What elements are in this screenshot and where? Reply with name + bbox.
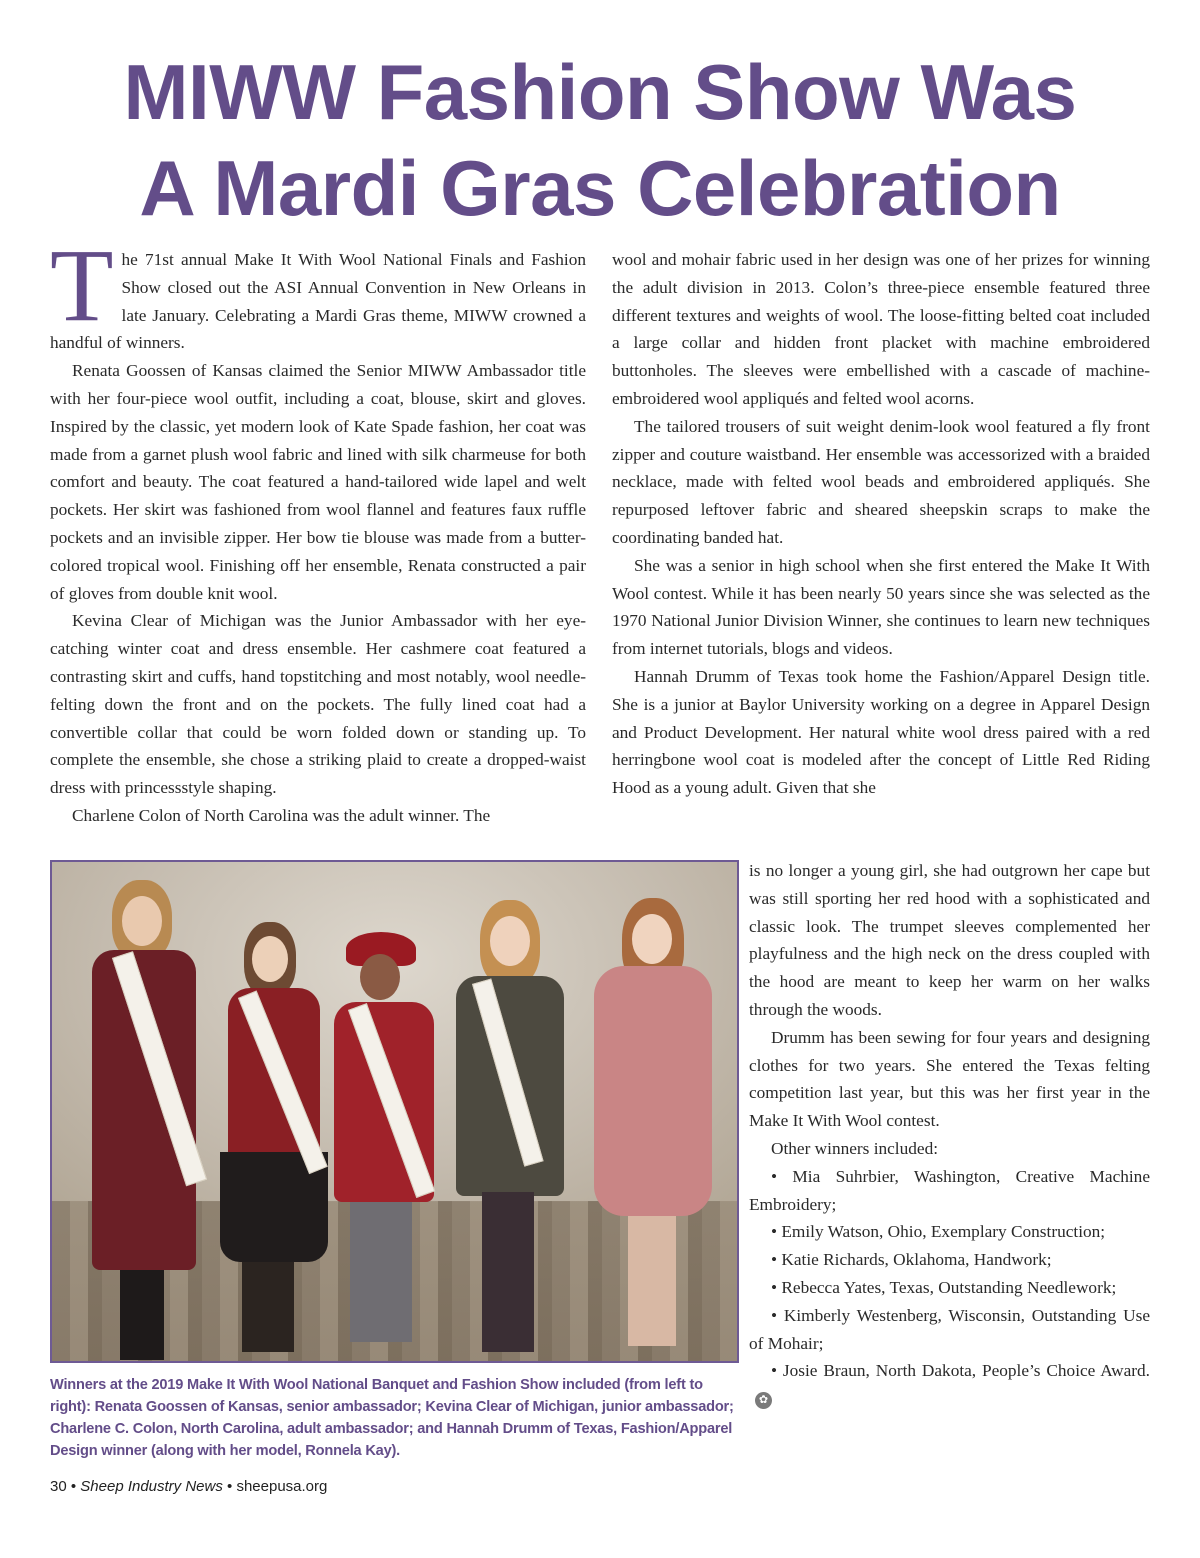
- person-hannah-drumm: [442, 892, 572, 1352]
- list-item: • Mia Suhrbier, Washington, Creative Machine Embroidery;: [749, 1166, 1150, 1214]
- article-column-1: [50, 228, 586, 830]
- article-paragraph-1: [50, 228, 586, 357]
- article-paragraph-3: Kevina Clear of Michigan was the Junior Ambassador with her eye-catching winter coat and dress ensemble. Her cashmere coat featured a contrasting skirt and cuffs, hand topstitching and most notably, wool needle-felting down the front and on the pockets. The fully lined coat had a convertible collar that could be worn folded down or standing up. To complete the ensemble, she chose a striking plaid to create a dropped-waist dress with princessstyle shaping.: [50, 611, 586, 798]
- end-of-article-icon: ✿: [755, 1392, 772, 1409]
- page-number: 30: [50, 1478, 67, 1495]
- list-item: • Kimberly Westenberg, Wisconsin, Outstanding Use of Mohair;: [749, 1305, 1150, 1353]
- article-paragraph-2: Renata Goossen of Kansas claimed the Senior MIWW Ambassador title with her four-piece wool outfit, including a coat, blouse, skirt and gloves. Inspired by the classic, yet modern look of Kate Spade fashion, her coat was made from a garnet plush wool fabric and lined with silk charmeuse for both comfort and beauty. The coat featured a hand-tailored wide lapel and welt pockets. Her skirt was fashioned from wool flannel and features faux ruffle pockets and an invisible zipper. Her bow tie blouse was made from a butter-colored tropical wool. Finishing off her ensemble, Renata constructed a pair of gloves from double knit wool.: [50, 361, 586, 603]
- article-paragraph-7-start: Hannah Drumm of Texas took home the Fashion/Apparel Design title. She is a junior at Baylor University working on a degree in Apparel Design and Product Development. Her natural white wool dress paired with a red herringbone wool coat is modeled after the concept of Little Red Riding Hood as a young adult. Given that she: [612, 666, 1150, 798]
- article-paragraph-1-text: he 71st annual Make It With Wool National Finals and Fashion Show closed out the ASI Annual Convention in New Orleans in late January. Celebrating a Mardi Gras theme, MIWW crowned a handful of winners.: [50, 250, 586, 353]
- list-item: • Emily Watson, Ohio, Exemplary Construction;: [771, 1222, 1106, 1242]
- article-paragraph-8: Drumm has been sewing for four years and designing clothes for two years. She entered the Texas felting competition last year, but this was her first year in the Make It With Wool contest.: [749, 1027, 1150, 1131]
- article-paragraph-5: The tailored trousers of suit weight denim-look wool featured a fly front zipper and couture waistband. Her ensemble was accessorized with a braided necklace, made with felted wool beads and embroidered appliqués. She repurposed leftover fabric and sheared sheepskin scraps to make the coordinating banded hat.: [612, 416, 1150, 547]
- drop-cap: T: [50, 228, 114, 343]
- article-column-3: [749, 857, 1150, 1413]
- list-item: • Katie Richards, Oklahoma, Handwork;: [771, 1250, 1052, 1270]
- person-charlene-colon: [314, 932, 454, 1352]
- headline: [40, 44, 1160, 236]
- other-winners-list: [749, 1163, 1150, 1413]
- list-item-text: • Josie Braun, North Dakota, People’s Choice Award.: [771, 1361, 1150, 1381]
- photo-caption: Winners at the 2019 Make It With Wool National Banquet and Fashion Show included (from left to right): Renata Goossen of Kansas, senior ambassador; Kevina Clear of Michigan, junior ambassador; Charlene C. Colon, North Carolina, adult ambassador; and Hannah Drumm of Texas, Fashion/Apparel Design winner (along with her model, Ronnela Kay).: [50, 1377, 734, 1459]
- footer-bullet: •: [70, 1478, 81, 1495]
- other-winners-intro: Other winners included:: [771, 1138, 939, 1158]
- person-model-ronnela-kay: [572, 892, 732, 1352]
- article-paragraph-4-start: Charlene Colon of North Carolina was the adult winner. The: [72, 805, 491, 825]
- publication-name: Sheep Industry News: [80, 1478, 223, 1495]
- list-item: [749, 1357, 1150, 1413]
- article-paragraph-7-continued: is no longer a young girl, she had outgrown her cape but was still sporting her red hood with a sophisticated and classic look. The trumpet sleeves complemented her playfulness and the high neck on the dress coupled with the hood are meant to keep her warm on her walks through the woods.: [749, 861, 1150, 1019]
- list-item: • Rebecca Yates, Texas, Outstanding Needlework;: [771, 1277, 1117, 1297]
- headline-line-1: MIWW Fashion Show Was: [123, 48, 1077, 136]
- winners-photo: [50, 860, 739, 1363]
- headline-line-2: A Mardi Gras Celebration: [139, 144, 1061, 232]
- footer-bullet: •: [227, 1478, 237, 1495]
- person-renata-goossen: [72, 870, 212, 1360]
- article-paragraph-6: She was a senior in high school when she first entered the Make It With Wool contest. While it has been nearly 50 years since she was selected as the 1970 National Junior Division Winner, she continues to learn new techniques from internet tutorials, blogs and videos.: [612, 555, 1150, 659]
- article-column-2: [612, 246, 1150, 802]
- website-link[interactable]: sheepusa.org: [236, 1478, 328, 1495]
- page-footer: [50, 1478, 327, 1495]
- article-paragraph-4-continued: wool and mohair fabric used in her design was one of her prizes for winning the adult division in 2013. Colon’s three-piece ensemble featured three different textures and weights of wool. The loose-fitting belted coat included a large collar and hidden front placket with machine embroidered buttonholes. The sleeves were embellished with a cascade of machine-embroidered wool appliqués and felted wool acorns.: [612, 250, 1150, 408]
